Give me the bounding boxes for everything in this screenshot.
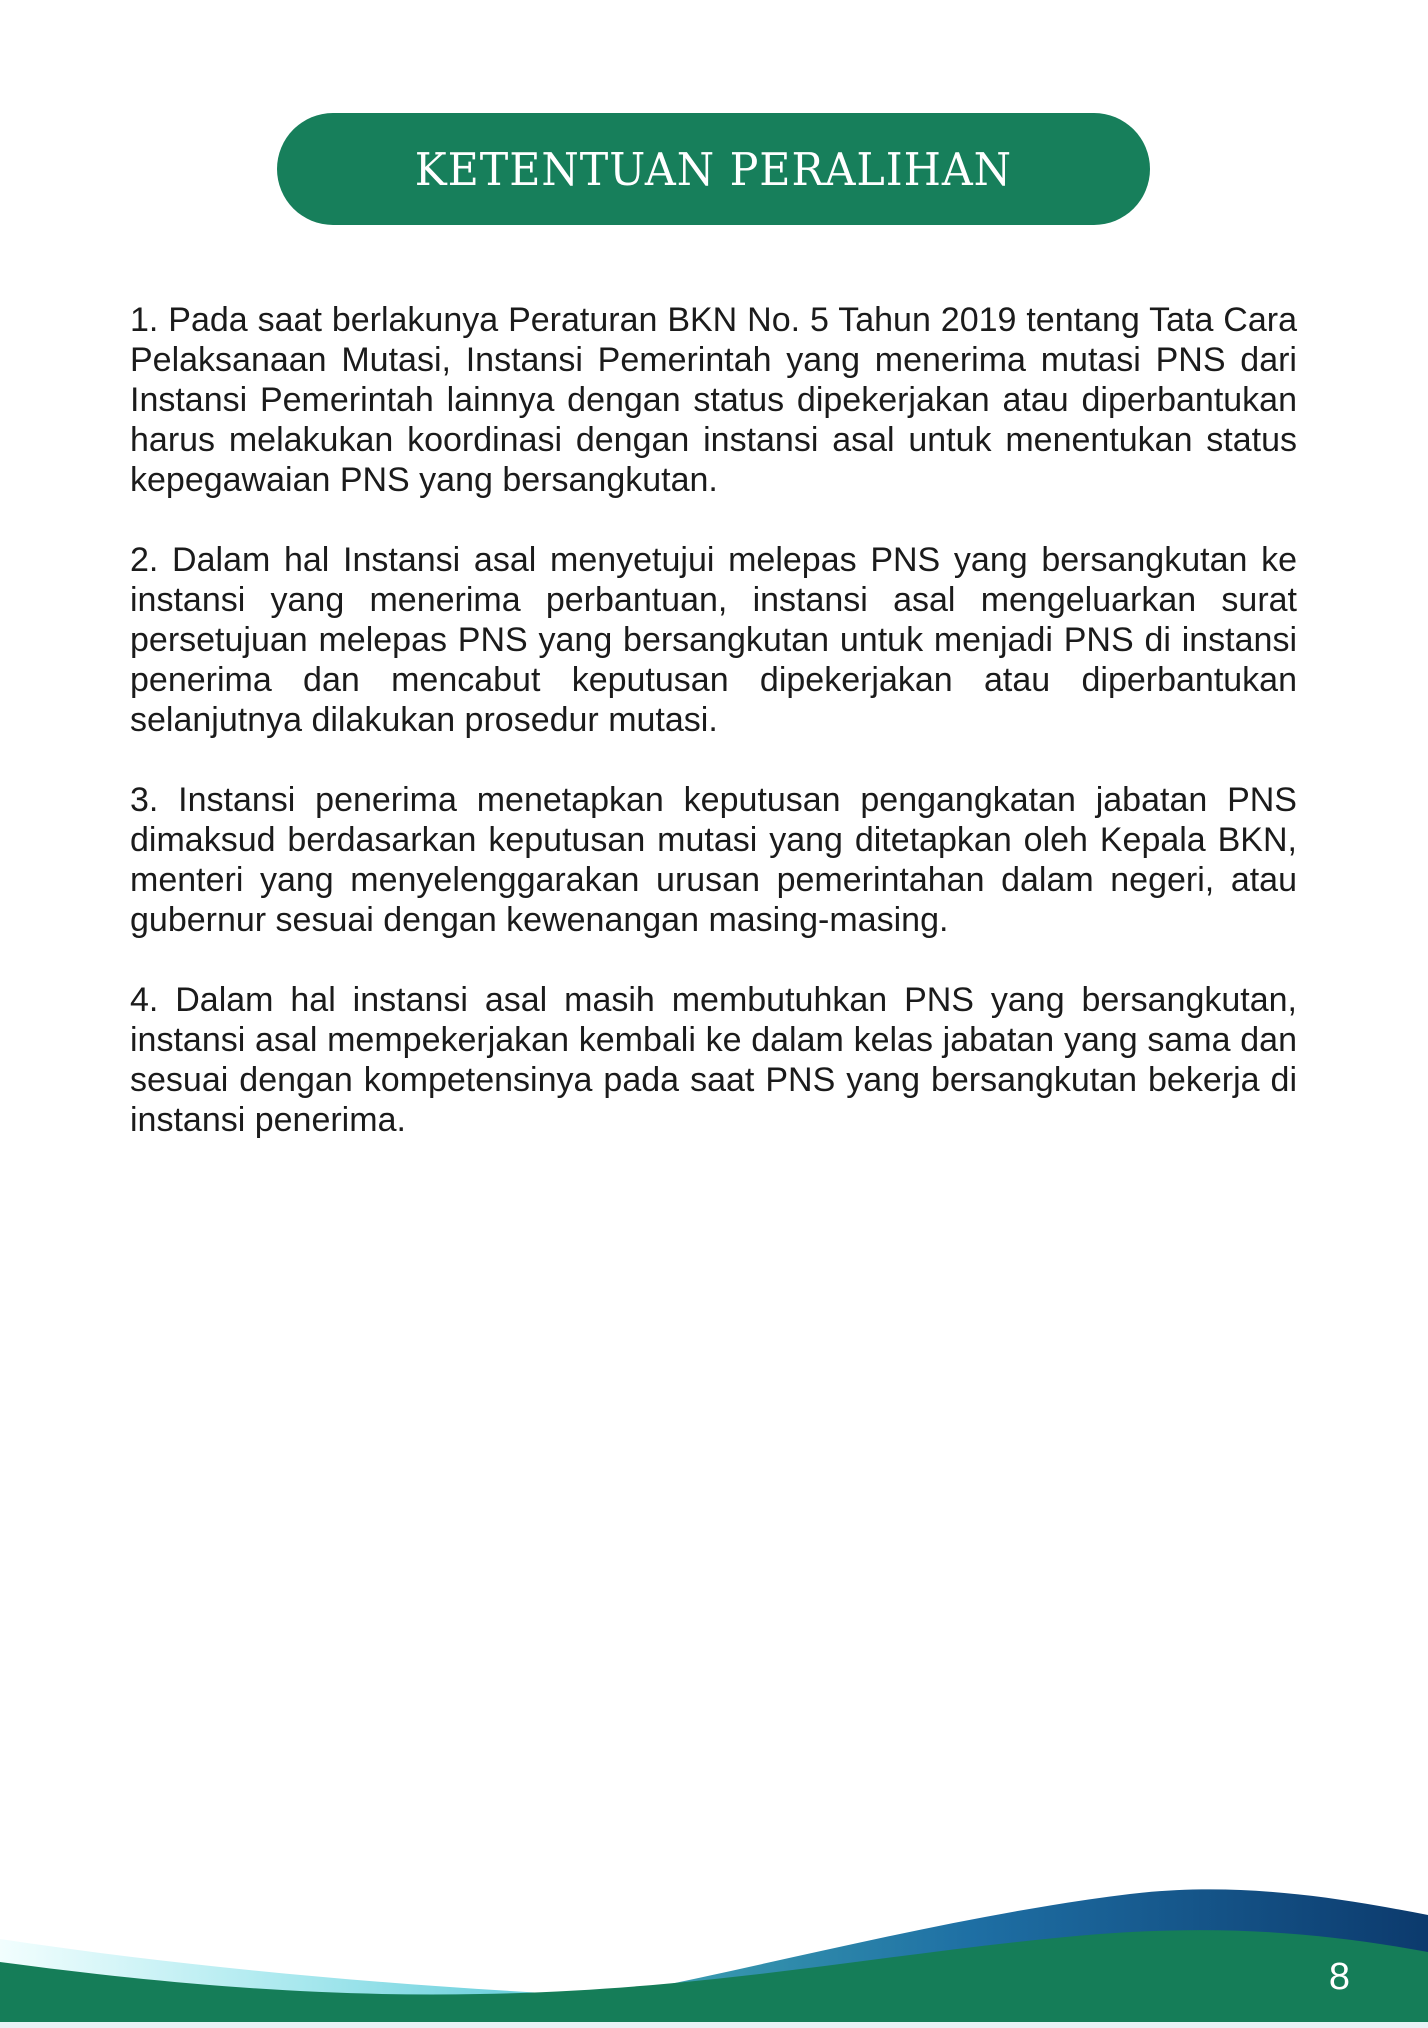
page-title: KETENTUAN PERALIHAN bbox=[414, 142, 1013, 196]
wave-svg bbox=[0, 1868, 1428, 2028]
body-text-block bbox=[130, 300, 1297, 1180]
bottom-wave-decoration bbox=[0, 1868, 1428, 2028]
paragraph-1: 1. Pada saat berlakunya Peraturan BKN No. 5 Tahun 2019 tentang Tata Cara Pelaksanaan Mutasi, Instansi Pemerintah yang menerima mutasi PNS dari Instansi Pemerintah lainnya dengan status dipekerjakan atau diperbantukan harus melakukan koordinasi dengan instansi asal untuk menentukan status kepegawaian PNS yang bersangkutan. bbox=[130, 301, 1297, 499]
section-title-banner bbox=[277, 113, 1150, 225]
paragraph-4: 4. Dalam hal instansi asal masih membutuhkan PNS yang bersangkutan, instansi asal mempekerjakan kembali ke dalam kelas jabatan yang sama dan sesuai dengan kompetensinya pada saat PNS yang bersangkutan bekerja di instansi penerima. bbox=[130, 981, 1297, 1139]
wave-bottom-strip bbox=[0, 2022, 1428, 2028]
page-number: 8 bbox=[1328, 1956, 1350, 1998]
paragraph-2: 2. Dalam hal Instansi asal menyetujui melepas PNS yang bersangkutan ke instansi yang menerima perbantuan, instansi asal mengeluarkan surat persetujuan melepas PNS yang bersangkutan untuk menjadi PNS di instansi penerima dan mencabut keputusan dipekerjakan atau diperbantukan selanjutnya dilakukan prosedur mutasi. bbox=[130, 541, 1297, 739]
paragraph-3: 3. Instansi penerima menetapkan keputusan pengangkatan jabatan PNS dimaksud berdasarkan keputusan mutasi yang ditetapkan oleh Kepala BKN, menteri yang menyelenggarakan urusan pemerintahan dalam negeri, atau gubernur sesuai dengan kewenangan masing-masing. bbox=[130, 781, 1297, 939]
